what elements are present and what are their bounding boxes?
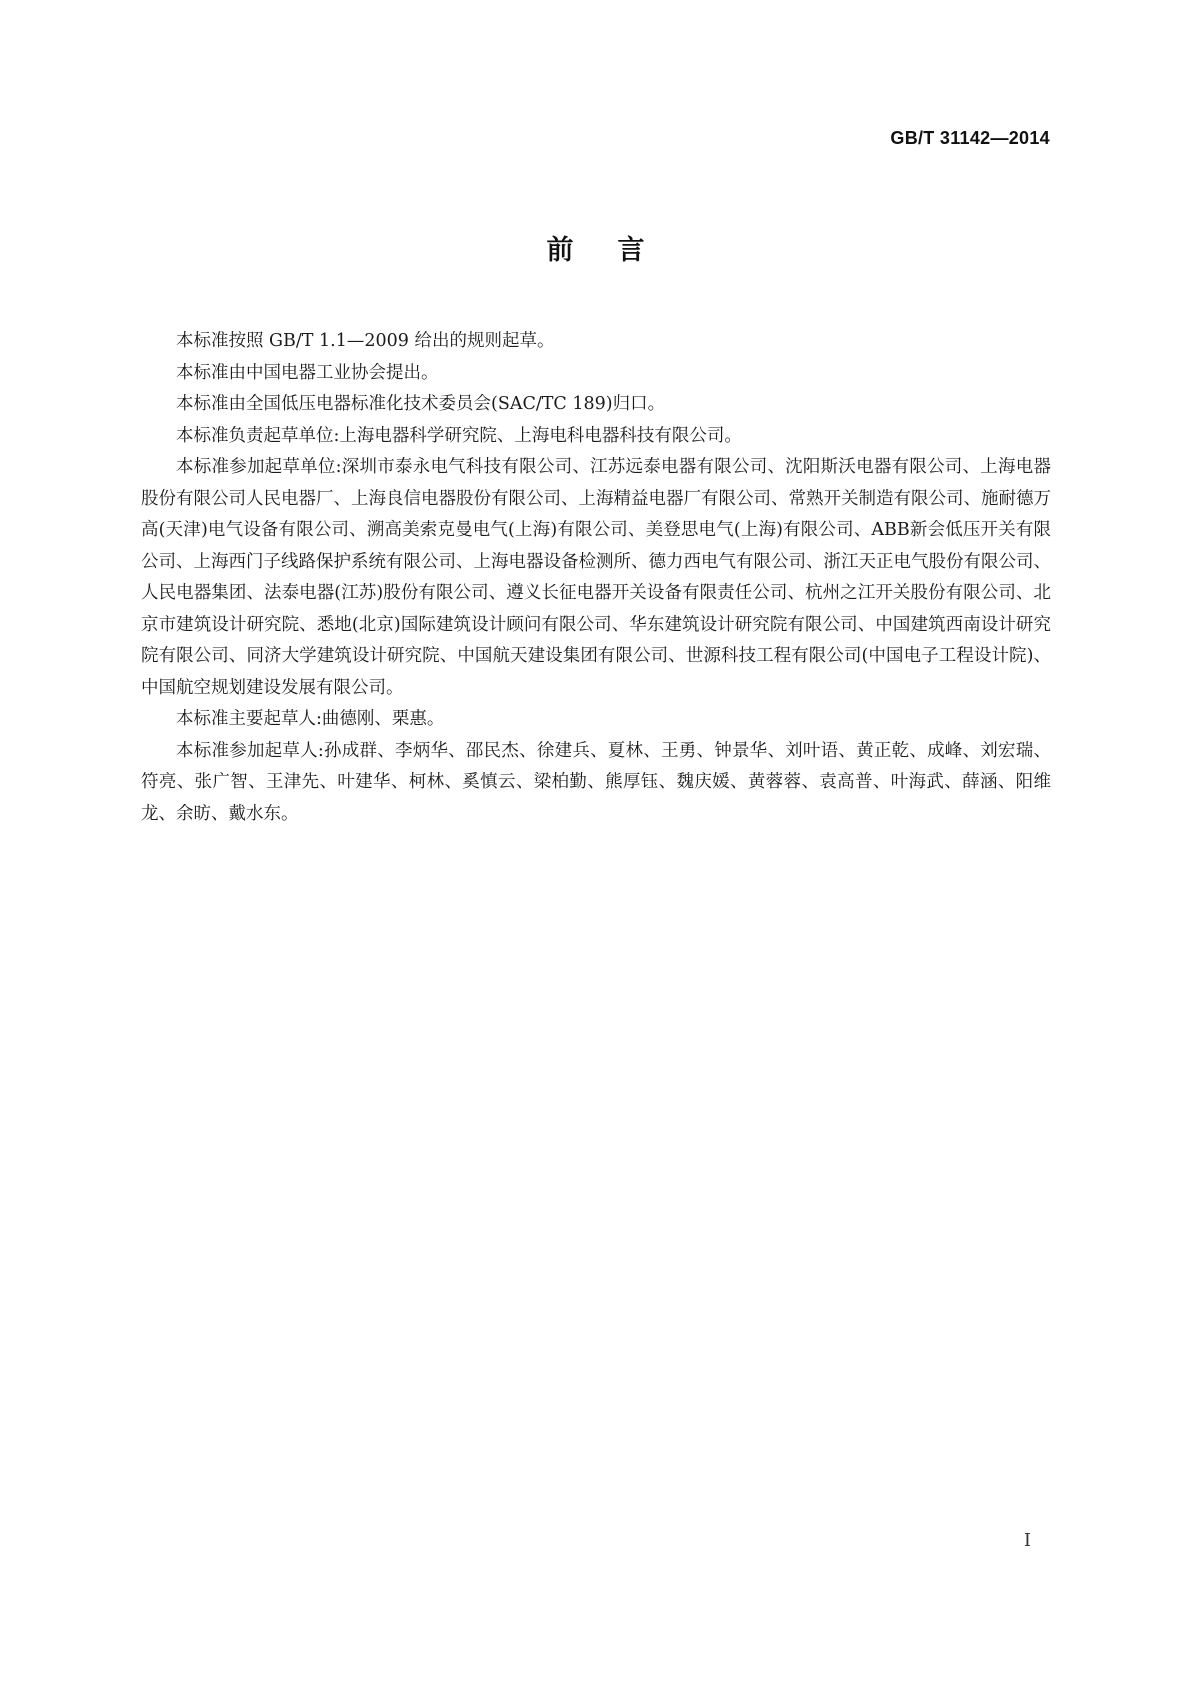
paragraph-drafting-rules: 本标准按照 GB/T 1.1—2009 给出的规则起草。 [176,331,555,351]
paragraph-lead-drafting-units: 本标准负责起草单位:上海电器科学研究院、上海电科电器科技有限公司。 [176,425,742,446]
preface-body [141,326,1051,830]
paragraph-main-drafters: 本标准主要起草人:曲德刚、栗惠。 [176,709,445,729]
paragraph-participating-units: 本标准参加起草单位:深圳市泰永电气科技有限公司、江苏远泰电器有限公司、沈阳斯沃电器有限公司、上海电器股份有限公司人民电器厂、上海良信电器股份有限公司、上海精益电器厂有限公司、常熟开关制造有限公司、施耐德万高(天津)电气设备有限公司、溯高美索克曼电气(上海)有限公司、美登思电气(上海)有限公司、ABB新会低压开关有限公司、上海西门子线路保护系统有限公司、上海电器设备检测所、德力西电气有限公司、浙江天正电气股份有限公司、人民电器集团、法泰电器(江苏)股份有限公司、遵义长征电器开关设备有限责任公司、杭州之江开关股份有限公司、北京市建筑设计研究院、悉地(北京)国际建筑设计顾问有限公司、华东建筑设计研究院有限公司、中国建筑西南设计研究院有限公司、同济大学建筑设计研究院、中国航天建设集团有限公司、世源科技工程有限公司(中国电子工程设计院)、中国航空规划建设发展有限公司。 [141,457,1051,698]
page-number: I [1023,1530,1031,1551]
paragraph-participating-drafters: 本标准参加起草人:孙成群、李炳华、邵民杰、徐建兵、夏林、王勇、钟景华、刘叶语、黄正乾、成峰、刘宏瑞、符亮、张广智、王津先、叶建华、柯林、奚慎云、梁柏勤、熊厚钰、魏庆媛、黄蓉蓉、袁高普、叶海武、薛涵、阳维龙、余昉、戴水东。 [141,740,1051,824]
paragraph-technical-committee: 本标准由全国低压电器标准化技术委员会(SAC/TC 189)归口。 [176,394,666,414]
page-title: 前言 [546,235,689,266]
paragraph-proposer: 本标准由中国电器工业协会提出。 [176,362,439,383]
document-code: GB/T 31142—2014 [890,128,1050,148]
